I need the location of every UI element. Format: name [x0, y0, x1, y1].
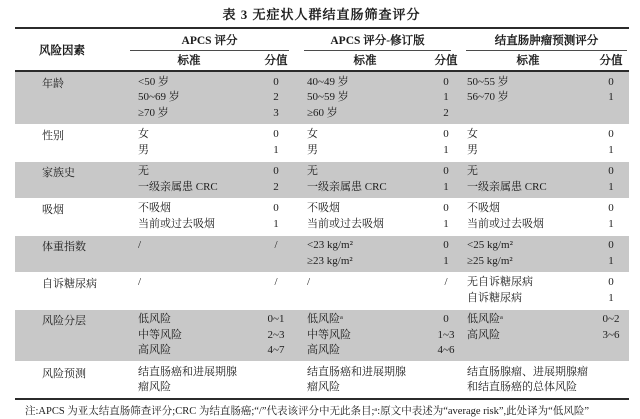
criteria-line: 无自诉糖尿病 — [467, 276, 533, 288]
criteria-cell — [463, 275, 593, 306]
score-cell — [251, 164, 301, 195]
score-line: 1 — [443, 217, 449, 230]
criteria-line: 高风险 — [467, 328, 500, 341]
score-line: 0 — [608, 239, 614, 251]
criteria-cell — [127, 365, 251, 396]
criteria-cell — [127, 275, 251, 306]
score-line: 1 — [608, 254, 614, 267]
criteria-line: 和结直肠癌的总体风险 — [467, 381, 577, 393]
score-cell — [593, 275, 629, 306]
criteria-line: / — [138, 276, 142, 288]
score-line: 0 — [608, 75, 614, 88]
column-group-apcs — [127, 32, 301, 51]
criteria-line: 高风险 — [307, 344, 340, 356]
criteria-line: 中等风险 — [138, 328, 182, 341]
score-cell — [251, 238, 301, 269]
criteria-line: 结直肠癌和进展期腺 — [138, 365, 237, 378]
criteria-cell — [127, 164, 251, 195]
score-line: 0 — [273, 128, 279, 140]
table-note: 注:APCS 为亚太结直肠筛查评分;CRC 为结直肠癌;“/”代表该评分中无此条目;ᵃ:原文中表述为“average risk”,此处译为“低风险” — [25, 406, 589, 417]
row-factor-label: 家族史 — [42, 167, 75, 179]
score-line: 1 — [608, 143, 614, 156]
criteria-line: 瘤风险 — [138, 381, 171, 393]
score-line: 0 — [608, 202, 614, 214]
criteria-line: 结直肠癌和进展期腺 — [307, 365, 406, 378]
criteria-line: ≥23 kg/m² — [307, 254, 353, 267]
criteria-line: 当前或过去吸烟 — [467, 217, 544, 230]
score-line: 1 — [608, 91, 614, 103]
score-cell — [429, 127, 463, 158]
criteria-cell — [301, 201, 429, 232]
criteria-cell — [463, 201, 593, 232]
score-line: 2 — [273, 180, 279, 193]
column-subheader-row — [127, 51, 629, 69]
row-factor-label: 体重指数 — [42, 241, 86, 253]
score-cell — [429, 365, 463, 396]
score-line: / — [274, 276, 278, 288]
criteria-line: ≥70 岁 — [138, 106, 169, 119]
screening-score-table — [15, 27, 629, 400]
criteria-line: <50 岁 — [138, 75, 169, 88]
criteria-cell — [301, 275, 429, 306]
criteria-cell — [301, 312, 429, 359]
row-factor-label: 吸烟 — [42, 204, 64, 216]
criteria-line: 中等风险 — [307, 328, 351, 341]
score-line: 1 — [443, 180, 449, 193]
table-header-right — [127, 31, 629, 69]
criteria-cell — [127, 75, 251, 122]
score-line: 1 — [273, 143, 279, 156]
criteria-line: 不吸烟 — [467, 202, 500, 214]
criteria-line: ≥60 岁 — [307, 106, 338, 119]
table-row — [15, 125, 629, 161]
criteria-line: 一级亲属患 CRC — [307, 180, 387, 193]
score-line: 0 — [443, 165, 449, 177]
criteria-cell — [463, 127, 593, 158]
criteria-line: 结直肠腺瘤、进展期腺瘤 — [467, 365, 588, 378]
criteria-cell — [301, 365, 429, 396]
score-line: 0 — [443, 313, 449, 325]
score-line: 0 — [608, 128, 614, 140]
criteria-line: 高风险 — [138, 344, 171, 356]
column-group-crc-prediction-label: 结直肠肿瘤预测评分 — [466, 32, 627, 51]
score-line: 2 — [273, 91, 279, 103]
criteria-line: 无 — [138, 165, 149, 177]
criteria-line: 低风险ᵃ — [307, 313, 344, 325]
criteria-cell — [127, 201, 251, 232]
subheader-criteria-3: 标准 — [516, 55, 540, 67]
criteria-line: / — [138, 239, 142, 251]
table-row — [15, 362, 629, 398]
criteria-cell — [463, 75, 593, 122]
row-factor-label: 自诉糖尿病 — [42, 278, 97, 290]
score-line: 0 — [273, 75, 279, 88]
score-cell — [251, 312, 301, 359]
criteria-line: ≥25 kg/m² — [467, 254, 513, 267]
score-line: 1 — [608, 217, 614, 230]
criteria-line: 40~49 岁 — [307, 75, 349, 88]
score-line: 0 — [273, 202, 279, 214]
criteria-cell — [463, 164, 593, 195]
criteria-line: 男 — [307, 143, 318, 156]
score-cell — [593, 312, 629, 359]
subheader-score-3: 分值 — [599, 55, 623, 67]
criteria-cell — [301, 75, 429, 122]
criteria-line: 女 — [467, 128, 478, 140]
column-group-apcs-label: APCS 评分 — [130, 32, 289, 51]
criteria-line: 女 — [138, 128, 149, 140]
score-line: 3~6 — [602, 328, 620, 341]
column-group-apcs-revised-label: APCS 评分-修订版 — [304, 32, 451, 51]
criteria-line: 男 — [467, 143, 478, 156]
subheader-score-1: 分值 — [264, 55, 288, 67]
table-row — [15, 72, 629, 124]
score-cell — [251, 365, 301, 396]
column-group-row — [127, 31, 629, 51]
criteria-line: 不吸烟 — [307, 202, 340, 214]
table-row — [15, 162, 629, 198]
score-line: 1 — [608, 180, 614, 193]
criteria-line: 自诉糖尿病 — [467, 291, 522, 304]
score-line: 1 — [443, 254, 449, 267]
criteria-line: 无 — [467, 165, 478, 177]
score-cell — [429, 312, 463, 359]
criteria-line: 男 — [138, 143, 149, 156]
score-cell — [251, 75, 301, 122]
subheader-criteria-2: 标准 — [353, 55, 377, 67]
score-line: 1 — [273, 217, 279, 230]
table-row — [15, 273, 629, 309]
subheader-score-2: 分值 — [434, 55, 458, 67]
score-line: 0 — [608, 165, 614, 177]
score-line: 0~1 — [267, 313, 285, 325]
score-line: 0 — [443, 75, 449, 88]
score-cell — [429, 238, 463, 269]
criteria-cell — [463, 365, 593, 396]
score-cell — [593, 365, 629, 396]
criteria-line: <23 kg/m² — [307, 239, 353, 251]
criteria-line: 不吸烟 — [138, 202, 171, 214]
score-line: 2 — [443, 106, 449, 119]
score-line: 0 — [443, 202, 449, 214]
criteria-cell — [301, 238, 429, 269]
score-line: 1 — [443, 91, 449, 103]
column-group-crc-prediction — [463, 32, 629, 51]
score-line: 1 — [608, 291, 614, 304]
criteria-cell — [127, 238, 251, 269]
score-cell — [251, 201, 301, 232]
score-line: / — [444, 276, 448, 288]
score-line: 0~2 — [602, 313, 620, 325]
row-factor-label: 风险预测 — [42, 367, 86, 380]
table-header — [15, 29, 629, 72]
score-cell — [429, 75, 463, 122]
criteria-line: 一级亲属患 CRC — [467, 180, 547, 193]
criteria-line: 50~55 岁 — [467, 75, 509, 88]
criteria-line: 当前或过去吸烟 — [138, 217, 215, 230]
column-group-apcs-revised — [301, 32, 463, 51]
criteria-cell — [463, 238, 593, 269]
table-title: 表 3 无症状人群结直肠筛查评分 — [222, 7, 421, 22]
score-line: 4~6 — [437, 344, 455, 356]
row-factor-label: 年龄 — [42, 77, 64, 90]
criteria-line: 瘤风险 — [307, 381, 340, 393]
score-line: 0 — [443, 239, 449, 251]
subheader-criteria-1: 标准 — [177, 55, 201, 67]
criteria-cell — [127, 312, 251, 359]
criteria-cell — [127, 127, 251, 158]
score-line: 2~3 — [267, 328, 285, 341]
score-line: 3 — [273, 106, 279, 119]
score-cell — [593, 164, 629, 195]
table-row — [15, 310, 629, 362]
table-row — [15, 199, 629, 235]
table-body — [15, 72, 629, 398]
criteria-cell — [301, 127, 429, 158]
row-factor-label: 性别 — [42, 130, 64, 142]
criteria-line: 低风险 — [138, 313, 171, 325]
score-cell — [593, 238, 629, 269]
criteria-line: 50~69 岁 — [138, 91, 180, 103]
column-header-risk-factor: 风险因素 — [39, 45, 85, 57]
score-cell — [251, 127, 301, 158]
score-line: 1~3 — [437, 328, 455, 341]
score-line: 4~7 — [267, 344, 285, 356]
criteria-line: 一级亲属患 CRC — [138, 180, 218, 193]
criteria-line: 当前或过去吸烟 — [307, 217, 384, 230]
score-line: / — [274, 239, 278, 251]
score-cell — [429, 275, 463, 306]
score-cell — [251, 275, 301, 306]
score-cell — [429, 164, 463, 195]
score-line: 0 — [443, 128, 449, 140]
criteria-cell — [463, 312, 593, 359]
criteria-line: 女 — [307, 128, 318, 140]
criteria-line: 低风险ᵃ — [467, 313, 504, 325]
criteria-line: 无 — [307, 165, 318, 177]
score-cell — [593, 75, 629, 122]
score-cell — [593, 127, 629, 158]
criteria-line: <25 kg/m² — [467, 239, 513, 251]
criteria-cell — [301, 164, 429, 195]
score-line: 1 — [443, 143, 449, 156]
row-factor-label: 风险分层 — [42, 315, 86, 327]
table-row — [15, 236, 629, 272]
score-line: 0 — [273, 165, 279, 177]
criteria-line: 50~59 岁 — [307, 91, 349, 103]
score-cell — [593, 201, 629, 232]
score-line: 0 — [608, 276, 614, 288]
criteria-line: 56~70 岁 — [467, 91, 509, 103]
criteria-line: / — [307, 276, 311, 288]
score-cell — [429, 201, 463, 232]
